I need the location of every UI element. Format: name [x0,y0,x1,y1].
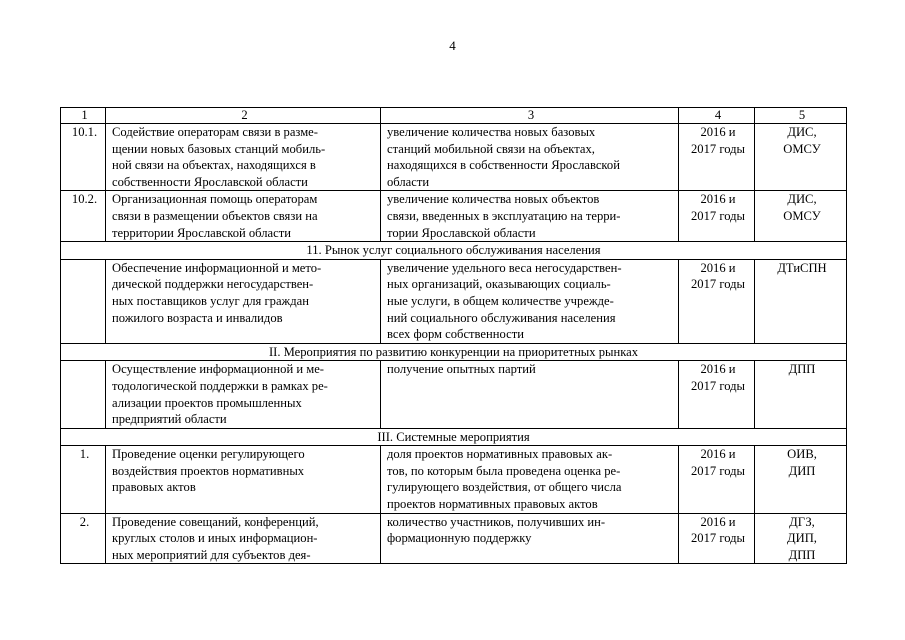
table-header-row [61,108,847,124]
responsible-cell: ДГЗ, ДИП, ДПП [755,513,847,564]
section-heading-row [61,242,847,260]
measures-table [60,107,847,564]
responsible-cell: ДИС, ОМСУ [755,124,847,191]
responsible-cell: ДПП [755,361,847,428]
header-cell: 5 [755,108,847,124]
row-number-cell: 10.2. [61,191,106,242]
measure-name-cell: Проведение оценки регулирующего воздействия проектов нормативных правовых актов [106,446,381,513]
responsible-cell: ДИС, ОМСУ [755,191,847,242]
measure-name-cell: Обеспечение информационной и мето- дической поддержки негосударствен- ных поставщиков услуг для граждан пожилого возраста и инвалидов [106,259,381,343]
term-cell: 2016 и 2017 годы [679,124,755,191]
term-cell: 2016 и 2017 годы [679,259,755,343]
row-number-cell: 1. [61,446,106,513]
table-row [61,124,847,191]
result-indicator-cell: получение опытных партий [381,361,679,428]
measure-name-cell: Осуществление информационной и ме- тодологической поддержки в рамках ре- ализации проектов промышленных предприятий области [106,361,381,428]
result-indicator-cell: увеличение удельного веса негосударствен- ных организаций, оказывающих социаль- ные услуги, в общем количестве учрежде- ний социального обслуживания населения всех форм собственности [381,259,679,343]
measure-name-cell: Содействие операторам связи в разме- щении новых базовых станций мобиль- ной связи на объектах, находящихся в собственности Ярославской области [106,124,381,191]
row-number-cell: 2. [61,513,106,564]
row-number-cell [61,361,106,428]
header-cell: 4 [679,108,755,124]
table-row [61,259,847,343]
result-indicator-cell: увеличение количества новых базовых станций мобильной связи на объектах, находящихся в собственности Ярославской области [381,124,679,191]
table-row [61,513,847,564]
table-row [61,361,847,428]
measure-name-cell: Проведение совещаний, конференций, круглых столов и иных информацион- ных мероприятий для субъектов дея- [106,513,381,564]
section-heading-row [61,428,847,446]
header-cell: 2 [106,108,381,124]
term-cell: 2016 и 2017 годы [679,513,755,564]
term-cell: 2016 и 2017 годы [679,446,755,513]
row-number-cell [61,259,106,343]
responsible-cell: ДТиСПН [755,259,847,343]
term-cell: 2016 и 2017 годы [679,191,755,242]
table-row [61,446,847,513]
result-indicator-cell: увеличение количества новых объектов связи, введенных в эксплуатацию на терри- тории Ярославской области [381,191,679,242]
header-cell: 1 [61,108,106,124]
table-row [61,191,847,242]
row-number-cell: 10.1. [61,124,106,191]
section-heading: 11. Рынок услуг социального обслуживания населения [61,242,847,260]
section-heading-row [61,343,847,361]
header-cell: 3 [381,108,679,124]
result-indicator-cell: доля проектов нормативных правовых ак- тов, по которым была проведена оценка ре- гулирующего воздействия, от общего числа проектов нормативных правовых актов [381,446,679,513]
section-heading: III. Системные мероприятия [61,428,847,446]
responsible-cell: ОИВ, ДИП [755,446,847,513]
section-heading: II. Мероприятия по развитию конкуренции на приоритетных рынках [61,343,847,361]
measure-name-cell: Организационная помощь операторам связи в размещении объектов связи на территории Ярославской области [106,191,381,242]
page-number: 4 [449,38,456,53]
result-indicator-cell: количество участников, получивших ин- формационную поддержку [381,513,679,564]
term-cell: 2016 и 2017 годы [679,361,755,428]
